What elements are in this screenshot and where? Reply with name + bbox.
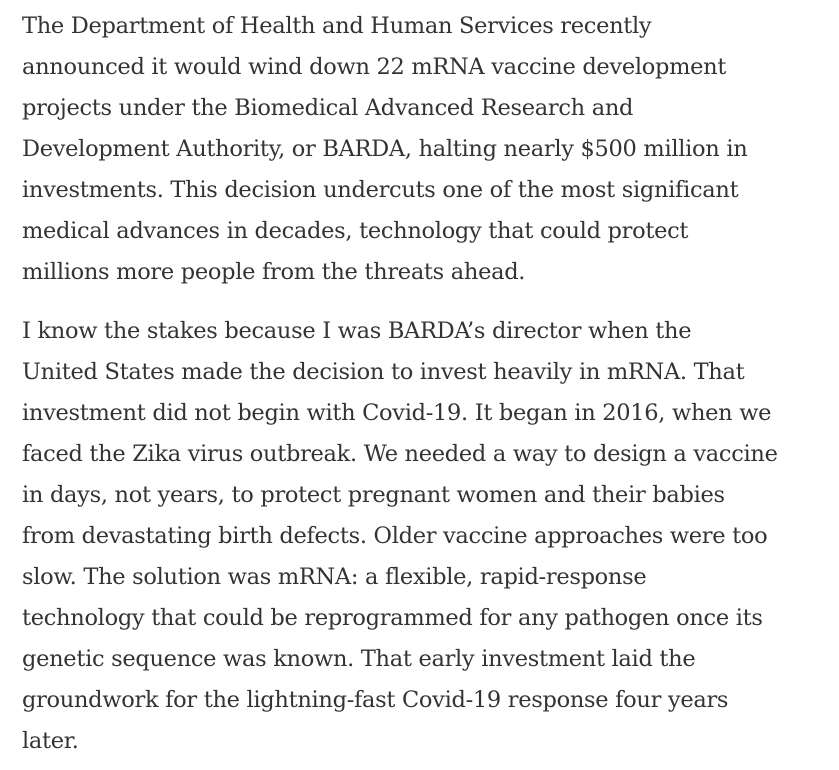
text-line: medical advances in decades, technology that could protect <box>22 218 689 244</box>
text-line: genetic sequence was known. That early investment laid the <box>22 646 696 672</box>
text-line: investments. This decision undercuts one of the most significant <box>22 177 739 203</box>
text-line: millions more people from the threats ahead. <box>22 259 526 285</box>
text-line: projects under the Biomedical Advanced Research and <box>22 95 634 121</box>
text-line: Development Authority, or BARDA, halting nearly $500 million in <box>22 136 748 162</box>
text-line: from devastating birth defects. Older vaccine approaches were too <box>22 523 768 549</box>
text-line: slow. The solution was mRNA: a flexible, rapid-response <box>22 564 647 590</box>
paragraph-2 <box>22 311 839 762</box>
text-line: announced it would wind down 22 mRNA vaccine development <box>22 54 727 80</box>
text-line: groundwork for the lightning-fast Covid-19 response four years <box>22 687 729 713</box>
text-line: investment did not begin with Covid-19. It began in 2016, when we <box>22 400 772 426</box>
text-line: in days, not years, to protect pregnant women and their babies <box>22 482 725 508</box>
text-line: I know the stakes because I was BARDA’s director when the <box>22 318 692 344</box>
text-line: The Department of Health and Human Services recently <box>22 13 652 39</box>
text-line: technology that could be reprogrammed for any pathogen once its <box>22 605 763 631</box>
text-line: faced the Zika virus outbreak. We needed a way to design a vaccine <box>22 441 778 467</box>
paragraph-1 <box>22 6 839 293</box>
text-line: later. <box>22 728 79 754</box>
text-line: United States made the decision to invest heavily in mRNA. That <box>22 359 745 385</box>
